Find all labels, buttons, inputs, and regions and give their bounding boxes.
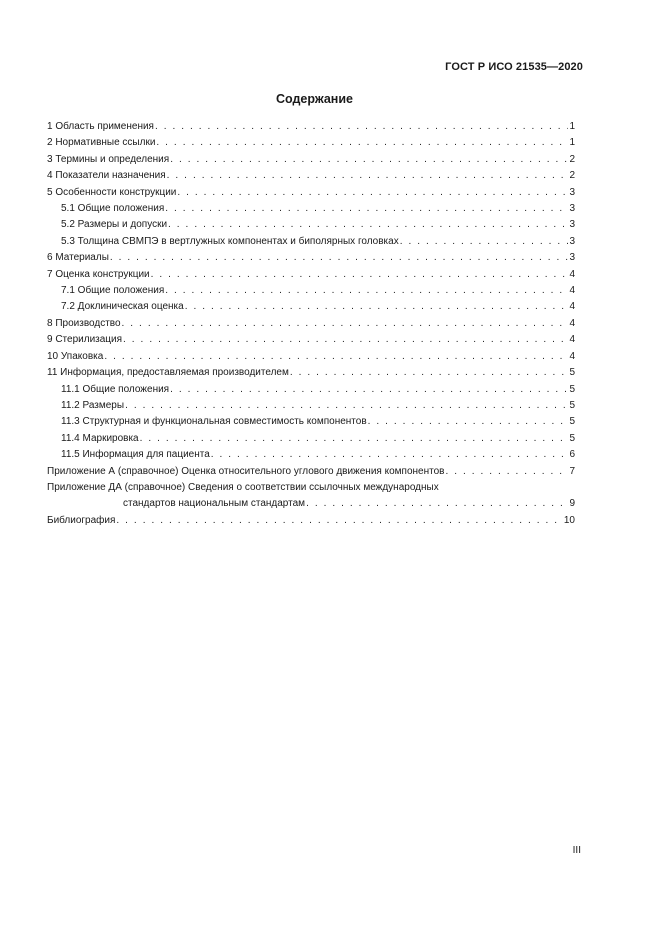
dot-leader [110, 250, 569, 266]
toc-entry-page: 2 [569, 153, 575, 165]
dot-leader [170, 152, 568, 168]
toc-entry-label: 2 Нормативные ссылки [47, 137, 156, 149]
toc-entry[interactable] [47, 431, 575, 447]
toc-entry-label: 1 Область применения [47, 121, 154, 132]
toc-entry[interactable] [47, 234, 575, 250]
toc-entry[interactable] [47, 119, 575, 135]
toc-entry[interactable] [47, 267, 575, 283]
dot-leader [156, 135, 568, 151]
toc-entry[interactable] [47, 152, 575, 168]
toc-entry-bibliography[interactable] [47, 513, 575, 529]
toc-entry-page: 4 [569, 301, 575, 313]
toc-entry-label: 10 Упаковка [47, 350, 104, 362]
dot-leader [104, 349, 568, 365]
toc-entry-label: Библиография [47, 514, 116, 526]
toc-entry-label: 5.2 Размеры и допуски [61, 219, 168, 231]
toc-entry[interactable] [47, 349, 575, 365]
document-code: ГОСТ Р ИСО 21535—2020 [445, 61, 583, 73]
toc-entry-page: 5 [569, 432, 575, 444]
dot-leader [140, 431, 569, 447]
toc-entry-label: 11 Информация, предоставляемая производителем [47, 367, 289, 379]
dot-leader [165, 283, 568, 299]
toc-entry-page: 4 [569, 334, 575, 346]
toc-entry[interactable] [47, 414, 575, 430]
toc-entry[interactable] [47, 135, 575, 151]
dot-leader [168, 217, 568, 233]
toc-entry-page: 3 [569, 203, 575, 215]
toc-entry-page: 5 [569, 399, 575, 411]
toc-entry-page: 5 [569, 416, 575, 428]
toc-entry[interactable] [47, 365, 575, 381]
toc-entry-page: 9 [569, 498, 575, 510]
dot-leader [290, 365, 569, 381]
toc-entry[interactable] [47, 382, 575, 398]
toc-entry-page: 7 [569, 465, 575, 477]
toc-entry-label: 9 Стерилизация [47, 334, 123, 346]
dot-leader [155, 119, 568, 135]
dot-leader [170, 382, 568, 398]
toc-entry[interactable] [47, 185, 575, 201]
toc-entry-page: 4 [569, 317, 575, 329]
toc-entry[interactable] [47, 250, 575, 266]
toc-entry[interactable] [47, 316, 575, 332]
toc-entry-label: 5 Особенности конструкции [47, 186, 177, 198]
toc-entry[interactable] [47, 168, 575, 184]
toc-entry-label: 7 Оценка конструкции [47, 268, 150, 280]
toc-entry-label: 11.2 Размеры [61, 399, 125, 411]
dot-leader [306, 496, 568, 512]
toc-entry[interactable] [47, 299, 575, 315]
toc-entry[interactable] [47, 201, 575, 217]
toc-entry-page: 1 [569, 121, 575, 132]
dot-leader [368, 414, 569, 430]
toc-entry-label: 11.5 Информация для пациента [61, 449, 210, 461]
page-number: III [572, 845, 581, 856]
toc-entry-label: Приложение А (справочное) Оценка относительного углового движения компонентов [47, 465, 445, 477]
toc-entry-page: 3 [569, 186, 575, 198]
toc-entry-page: 3 [569, 219, 575, 231]
toc-entry-page: 4 [569, 285, 575, 297]
toc-entry-page: 5 [569, 383, 575, 395]
dot-leader [211, 447, 569, 463]
toc-entry-label: 5.3 Толщина СВМПЭ в вертлужных компонентах и биполярных головках [61, 235, 399, 247]
toc-entry-page: 1 [569, 137, 575, 149]
toc-entry[interactable] [47, 398, 575, 414]
toc-entry-label: 3 Термины и определения [47, 153, 170, 165]
toc-entry-label: 8 Производство [47, 317, 121, 329]
dot-leader [445, 464, 568, 480]
dot-leader [167, 168, 569, 184]
toc-entry-page: 5 [569, 367, 575, 379]
toc-entry-page: 4 [569, 350, 575, 362]
dot-leader [125, 398, 568, 414]
dot-leader [185, 299, 569, 315]
toc-entry-page: 3 [569, 235, 575, 247]
toc-entry-appendix-da[interactable] [47, 480, 575, 513]
toc-entry[interactable] [47, 283, 575, 299]
table-of-contents [47, 119, 575, 529]
toc-entry-label: 11.4 Маркировка [61, 432, 139, 444]
toc-entry-page: 6 [569, 449, 575, 461]
dot-leader [400, 234, 569, 250]
toc-entry-page: 4 [569, 268, 575, 280]
toc-entry-label: Приложение ДА (справочное) Сведения о соответствии ссылочных международных [47, 481, 439, 493]
dot-leader [122, 316, 569, 332]
toc-entry-label: 4 Показатели назначения [47, 170, 166, 182]
toc-entry-label: 5.1 Общие положения [61, 203, 165, 215]
dot-leader [177, 185, 568, 201]
toc-entry-label: 7.1 Общие положения [61, 285, 165, 297]
toc-entry[interactable] [47, 217, 575, 233]
toc-entry-label: 11.1 Общие положения [61, 383, 170, 395]
toc-entry-label: 7.2 Доклиническая оценка [61, 301, 184, 313]
dot-leader [123, 332, 568, 348]
toc-entry-page: 10 [563, 514, 575, 526]
toc-entry[interactable] [47, 464, 575, 480]
dot-leader [165, 201, 568, 217]
toc-entry[interactable] [47, 332, 575, 348]
page-title: Содержание [275, 92, 353, 106]
toc-entry[interactable] [47, 447, 575, 463]
dot-leader [116, 513, 562, 529]
dot-leader [151, 267, 569, 283]
toc-entry-label: 11.3 Структурная и функциональная совместимость компонентов [61, 416, 367, 428]
toc-entry-label-continued: стандартов национальным стандартам [123, 498, 306, 510]
toc-entry-page: 2 [569, 170, 575, 182]
toc-entry-page: 3 [569, 252, 575, 264]
toc-entry-label: 6 Материалы [47, 252, 109, 264]
